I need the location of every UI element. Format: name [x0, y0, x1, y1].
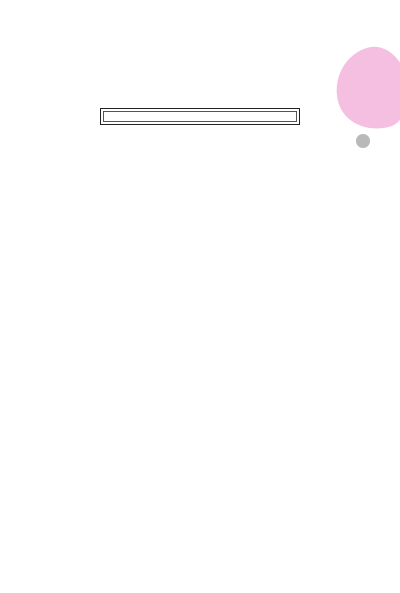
decorative-grey-dot — [356, 134, 370, 148]
part-a-banner-inner — [103, 111, 297, 122]
part-a-banner — [100, 108, 300, 125]
decorative-pink-blob — [327, 40, 400, 138]
